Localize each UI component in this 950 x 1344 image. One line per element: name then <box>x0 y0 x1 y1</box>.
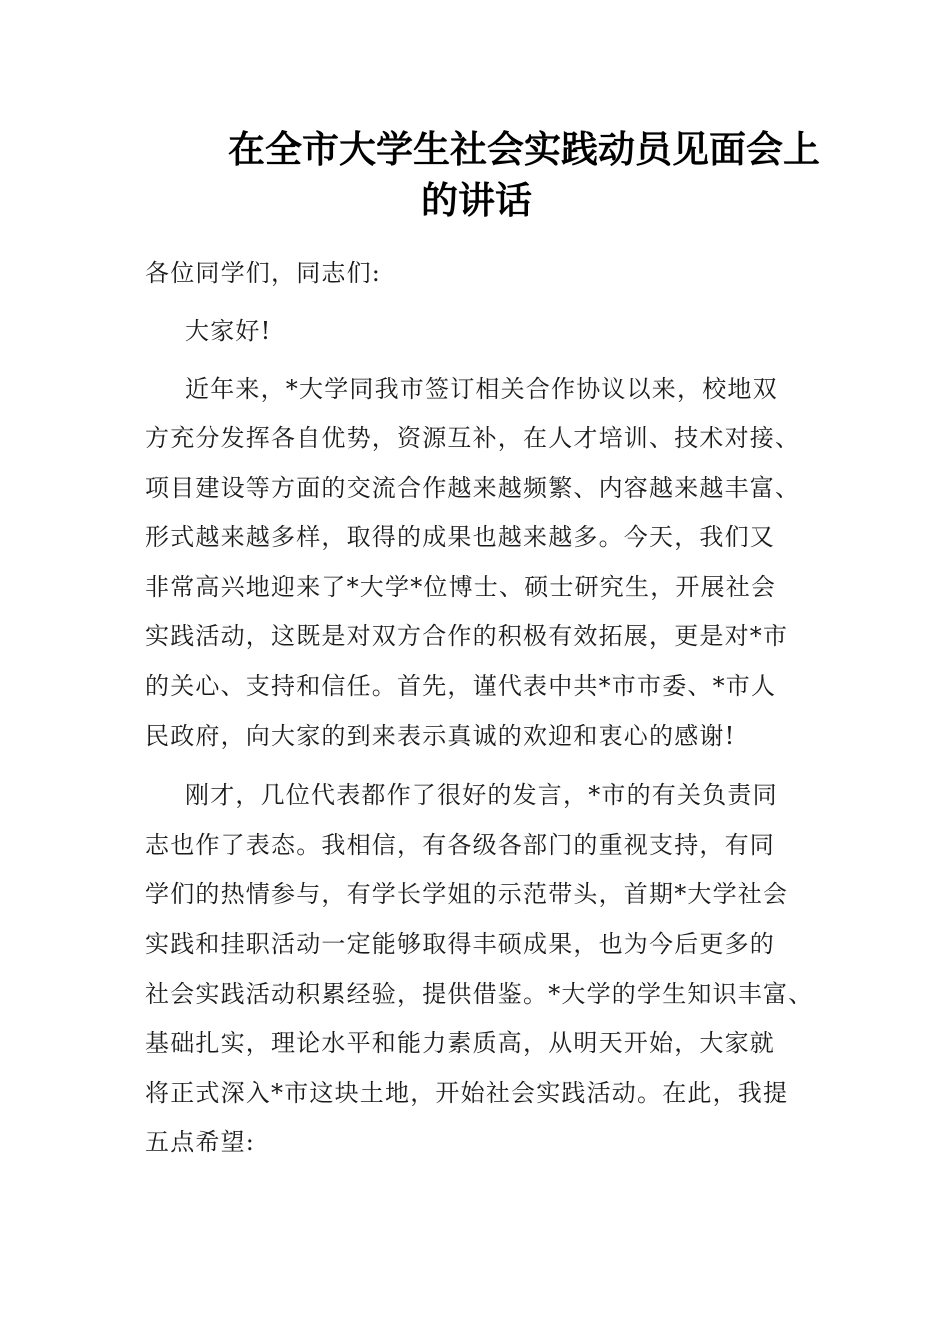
paragraph-1-line: 非常高兴地迎来了*大学*位博士、硕士研究生，开展社会 <box>145 573 777 601</box>
title-line-1: 在全市大学生社会实践动员见面会上 <box>228 127 820 171</box>
paragraph-2-line: 社会实践活动积累经验，提供借鉴。*大学的学生知识丰富、 <box>145 980 814 1008</box>
paragraph-2-line: 五点希望: <box>145 1128 256 1156</box>
paragraph-2-line: 志也作了表态。我相信，有各级各部门的重视支持，有同 <box>145 831 775 859</box>
paragraph-1-line: 近年来，*大学同我市签订相关合作协议以来，校地双 <box>185 375 778 403</box>
paragraph-2-line: 学们的热情参与，有学长学姐的示范带头，首期*大学社会 <box>145 880 789 908</box>
salutation: 各位同学们，同志们: <box>145 259 382 287</box>
paragraph-2-line: 将正式深入*市这块土地，开始社会实践活动。在此，我提 <box>145 1079 789 1107</box>
document-title <box>0 124 950 226</box>
title-line-2: 的讲话 <box>421 178 532 222</box>
paragraph-1-line: 实践活动，这既是对双方合作的积极有效拓展，更是对*市 <box>145 622 789 650</box>
paragraph-1-line: 形式越来越多样，取得的成果也越来越多。今天，我们又 <box>145 523 775 551</box>
paragraph-1-line: 项目建设等方面的交流合作越来越频繁、内容越来越丰富、 <box>145 474 801 502</box>
paragraph-2-line: 基础扎实，理论水平和能力素质高，从明天开始，大家就 <box>145 1029 775 1057</box>
paragraph-2-line: 实践和挂职活动一定能够取得丰硕成果，也为今后更多的 <box>145 930 775 958</box>
greeting: 大家好! <box>185 317 272 345</box>
paragraph-1-line: 的关心、支持和信任。首先，谨代表中共*市市委、*市人 <box>145 672 777 700</box>
paragraph-1-line: 方充分发挥各自优势，资源互补，在人才培训、技术对接、 <box>145 424 801 452</box>
paragraph-1-line: 民政府，向大家的到来表示真诚的欢迎和衷心的感谢! <box>145 722 736 750</box>
paragraph-2-line: 刚才，几位代表都作了很好的发言，*市的有关负责同 <box>185 781 778 809</box>
